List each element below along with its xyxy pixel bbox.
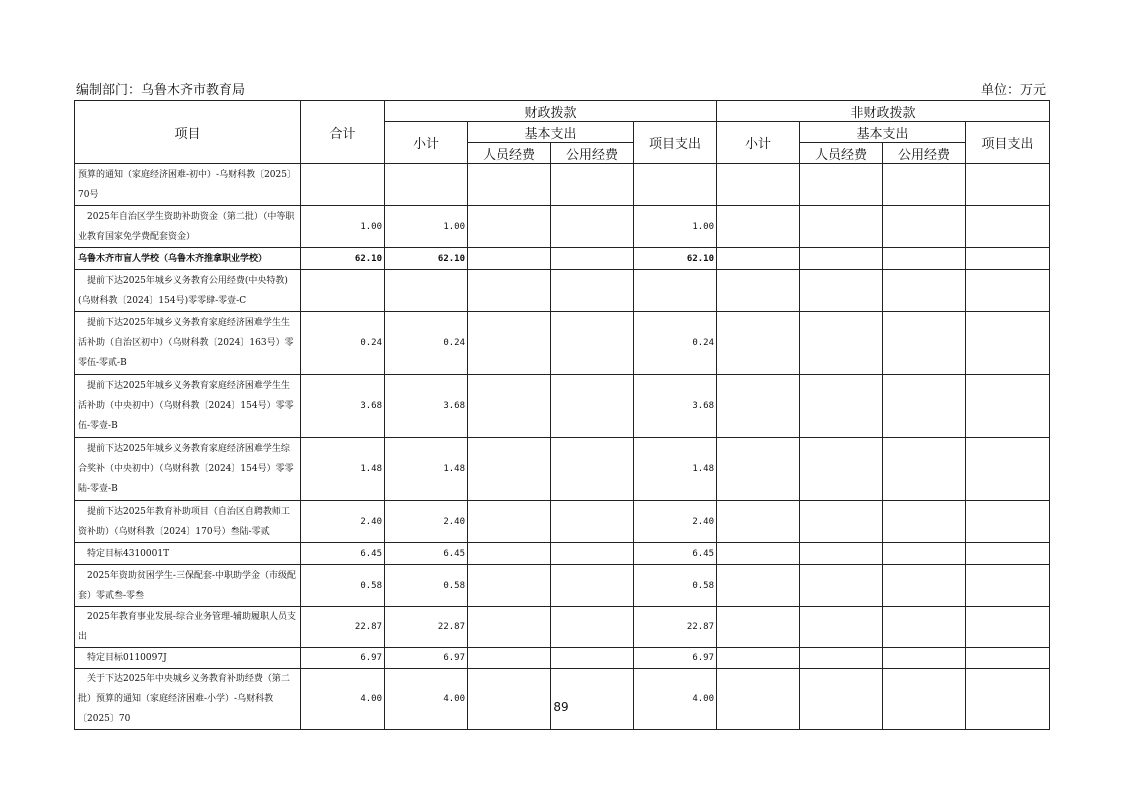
- row-nonfiscal-project: [966, 438, 1050, 501]
- row-item-name: 特定目标0110097J: [75, 648, 301, 669]
- table-row: [75, 438, 1050, 501]
- row-fiscal-subtotal: 22.87: [385, 607, 468, 648]
- row-nonfiscal-project: [966, 565, 1050, 607]
- row-nonfiscal-personnel: [800, 543, 883, 565]
- row-total: [301, 270, 385, 312]
- header-nonfiscal: 非财政拨款: [717, 101, 1050, 122]
- row-fiscal-subtotal: 62.10: [385, 248, 468, 270]
- row-nonfiscal-personnel: [800, 607, 883, 648]
- header-nonfiscal-public: 公用经费: [883, 143, 966, 164]
- row-nonfiscal-subtotal: [717, 206, 800, 248]
- row-fiscal-personnel: [468, 648, 551, 669]
- row-nonfiscal-public: [883, 312, 966, 375]
- header-nonfiscal-basic: 基本支出: [800, 122, 966, 143]
- row-total: 0.24: [301, 312, 385, 375]
- row-nonfiscal-public: [883, 565, 966, 607]
- row-fiscal-project: 2.40: [634, 501, 717, 543]
- row-nonfiscal-personnel: [800, 669, 883, 730]
- row-nonfiscal-subtotal: [717, 312, 800, 375]
- row-total: 1.48: [301, 438, 385, 501]
- row-fiscal-public: [551, 565, 634, 607]
- header-fiscal-basic: 基本支出: [468, 122, 634, 143]
- row-fiscal-public: [551, 648, 634, 669]
- budget-table: [74, 100, 1050, 730]
- row-fiscal-subtotal: 6.97: [385, 648, 468, 669]
- header-fiscal-public: 公用经费: [551, 143, 634, 164]
- row-fiscal-subtotal: 3.68: [385, 375, 468, 438]
- header-fiscal-project: 项目支出: [634, 122, 717, 164]
- row-nonfiscal-personnel: [800, 648, 883, 669]
- row-nonfiscal-project: [966, 543, 1050, 565]
- row-nonfiscal-personnel: [800, 375, 883, 438]
- row-fiscal-subtotal: 1.00: [385, 206, 468, 248]
- page-number: 89: [553, 700, 569, 714]
- row-fiscal-subtotal: [385, 270, 468, 312]
- row-fiscal-subtotal: 0.24: [385, 312, 468, 375]
- row-total: 2.40: [301, 501, 385, 543]
- row-nonfiscal-project: [966, 375, 1050, 438]
- row-nonfiscal-public: [883, 438, 966, 501]
- row-nonfiscal-subtotal: [717, 164, 800, 206]
- header-nonfiscal-project: 项目支出: [966, 122, 1050, 164]
- row-total: 3.68: [301, 375, 385, 438]
- header-nonfiscal-subtotal: 小计: [717, 122, 800, 164]
- row-item-name: 2025年自治区学生资助补助资金（第二批）（中等职业教育国家免学费配套资金）: [75, 206, 301, 248]
- row-nonfiscal-subtotal: [717, 648, 800, 669]
- row-fiscal-public: [551, 312, 634, 375]
- row-fiscal-project: 62.10: [634, 248, 717, 270]
- row-nonfiscal-public: [883, 669, 966, 730]
- row-item-name: 提前下达2025年城乡义务教育公用经费(中央特教)(乌财科教〔2024〕154号)零零肆-零壹-C: [75, 270, 301, 312]
- table-row: [75, 669, 1050, 730]
- row-item-name: 提前下达2025年城乡义务教育家庭经济困难学生生活补助（自治区初中）（乌财科教〔2024〕163号）零零伍-零贰-B: [75, 312, 301, 375]
- row-fiscal-subtotal: [385, 164, 468, 206]
- table-row: [75, 312, 1050, 375]
- row-nonfiscal-subtotal: [717, 669, 800, 730]
- row-nonfiscal-subtotal: [717, 270, 800, 312]
- row-nonfiscal-project: [966, 669, 1050, 730]
- row-item-name: 提前下达2025年城乡义务教育家庭经济困难学生生活补助（中央初中）（乌财科教〔2024〕154号）零零伍-零壹-B: [75, 375, 301, 438]
- row-nonfiscal-personnel: [800, 312, 883, 375]
- row-nonfiscal-subtotal: [717, 565, 800, 607]
- row-fiscal-project: 6.45: [634, 543, 717, 565]
- row-fiscal-personnel: [468, 607, 551, 648]
- row-nonfiscal-project: [966, 607, 1050, 648]
- row-total: 4.00: [301, 669, 385, 730]
- row-item-name: 乌鲁木齐市盲人学校（乌鲁木齐推拿职业学校）: [75, 248, 301, 270]
- row-nonfiscal-personnel: [800, 438, 883, 501]
- row-nonfiscal-project: [966, 648, 1050, 669]
- table-row: [75, 648, 1050, 669]
- row-fiscal-project: 1.48: [634, 438, 717, 501]
- row-fiscal-public: [551, 438, 634, 501]
- row-fiscal-project: 6.97: [634, 648, 717, 669]
- row-fiscal-public: [551, 248, 634, 270]
- row-item-name: 提前下达2025年教育补助项目（自治区自聘教师工资补助）（乌财科教〔2024〕170号）叁陆-零贰: [75, 501, 301, 543]
- row-nonfiscal-project: [966, 206, 1050, 248]
- row-fiscal-project: 3.68: [634, 375, 717, 438]
- row-total: 22.87: [301, 607, 385, 648]
- department-label: 编制部门：乌鲁木齐市教育局: [76, 83, 246, 98]
- row-fiscal-personnel: [468, 501, 551, 543]
- row-nonfiscal-personnel: [800, 164, 883, 206]
- row-nonfiscal-subtotal: [717, 375, 800, 438]
- row-nonfiscal-subtotal: [717, 607, 800, 648]
- row-item-name: 2025年教育事业发展-综合业务管理-辅助履职人员支出: [75, 607, 301, 648]
- row-nonfiscal-public: [883, 501, 966, 543]
- row-total: 6.45: [301, 543, 385, 565]
- row-fiscal-subtotal: 1.48: [385, 438, 468, 501]
- row-fiscal-subtotal: 6.45: [385, 543, 468, 565]
- row-total: [301, 164, 385, 206]
- header-nonfiscal-personnel: 人员经费: [800, 143, 883, 164]
- row-fiscal-personnel: [468, 375, 551, 438]
- table-row: [75, 543, 1050, 565]
- row-fiscal-public: [551, 270, 634, 312]
- row-fiscal-project: 22.87: [634, 607, 717, 648]
- row-fiscal-personnel: [468, 312, 551, 375]
- row-nonfiscal-public: [883, 206, 966, 248]
- table-row: [75, 565, 1050, 607]
- row-fiscal-public: [551, 164, 634, 206]
- row-fiscal-project: [634, 270, 717, 312]
- row-nonfiscal-project: [966, 164, 1050, 206]
- row-item-name: 特定目标4310001T: [75, 543, 301, 565]
- table-row: [75, 164, 1050, 206]
- table-row: [75, 375, 1050, 438]
- row-fiscal-project: 4.00: [634, 669, 717, 730]
- row-nonfiscal-personnel: [800, 248, 883, 270]
- header-total: 合计: [301, 101, 385, 164]
- row-nonfiscal-subtotal: [717, 543, 800, 565]
- row-total: 6.97: [301, 648, 385, 669]
- header-fiscal: 财政拨款: [385, 101, 717, 122]
- row-fiscal-personnel: [468, 669, 551, 730]
- row-nonfiscal-personnel: [800, 206, 883, 248]
- row-fiscal-personnel: [468, 206, 551, 248]
- header-fiscal-subtotal: 小计: [385, 122, 468, 164]
- row-fiscal-public: [551, 543, 634, 565]
- row-nonfiscal-public: [883, 648, 966, 669]
- row-item-name: 提前下达2025年城乡义务教育家庭经济困难学生综合奖补（中央初中）（乌财科教〔2024〕154号）零零陆-零壹-B: [75, 438, 301, 501]
- row-nonfiscal-public: [883, 543, 966, 565]
- table-row: [75, 501, 1050, 543]
- row-fiscal-project: [634, 164, 717, 206]
- row-nonfiscal-project: [966, 312, 1050, 375]
- table-row: [75, 206, 1050, 248]
- row-fiscal-project: 1.00: [634, 206, 717, 248]
- row-fiscal-personnel: [468, 565, 551, 607]
- row-fiscal-personnel: [468, 270, 551, 312]
- row-nonfiscal-public: [883, 164, 966, 206]
- row-nonfiscal-project: [966, 248, 1050, 270]
- row-nonfiscal-personnel: [800, 501, 883, 543]
- header-fiscal-personnel: 人员经费: [468, 143, 551, 164]
- table-row: [75, 248, 1050, 270]
- row-fiscal-subtotal: 4.00: [385, 669, 468, 730]
- row-nonfiscal-project: [966, 270, 1050, 312]
- row-fiscal-personnel: [468, 438, 551, 501]
- table-row: [75, 270, 1050, 312]
- row-fiscal-subtotal: 2.40: [385, 501, 468, 543]
- row-fiscal-public: [551, 607, 634, 648]
- row-fiscal-project: 0.58: [634, 565, 717, 607]
- row-fiscal-subtotal: 0.58: [385, 565, 468, 607]
- row-nonfiscal-project: [966, 501, 1050, 543]
- row-nonfiscal-public: [883, 375, 966, 438]
- row-nonfiscal-subtotal: [717, 501, 800, 543]
- header-item: 项目: [75, 101, 301, 164]
- row-nonfiscal-personnel: [800, 270, 883, 312]
- row-item-name: 预算的通知（家庭经济困难-初中）-乌财科教〔2025〕70号: [75, 164, 301, 206]
- row-fiscal-project: 0.24: [634, 312, 717, 375]
- row-nonfiscal-public: [883, 248, 966, 270]
- row-nonfiscal-subtotal: [717, 438, 800, 501]
- row-total: 1.00: [301, 206, 385, 248]
- row-nonfiscal-public: [883, 270, 966, 312]
- table-body: [75, 164, 1050, 730]
- row-fiscal-public: [551, 375, 634, 438]
- table-row: [75, 607, 1050, 648]
- row-fiscal-personnel: [468, 164, 551, 206]
- row-nonfiscal-subtotal: [717, 248, 800, 270]
- row-nonfiscal-personnel: [800, 565, 883, 607]
- row-total: 0.58: [301, 565, 385, 607]
- row-fiscal-public: [551, 206, 634, 248]
- row-fiscal-public: [551, 669, 634, 730]
- row-total: 62.10: [301, 248, 385, 270]
- row-item-name: 2025年资助贫困学生-三保配套-中职助学金（市级配套）零贰叁-零叁: [75, 565, 301, 607]
- unit-label: 单位：万元: [980, 83, 1046, 98]
- row-nonfiscal-public: [883, 607, 966, 648]
- row-item-name: 关于下达2025年中央城乡义务教育补助经费（第二批）预算的通知（家庭经济困难-小学）-乌财科教〔2025〕70: [75, 669, 301, 730]
- row-fiscal-personnel: [468, 543, 551, 565]
- row-fiscal-public: [551, 501, 634, 543]
- row-fiscal-personnel: [468, 248, 551, 270]
